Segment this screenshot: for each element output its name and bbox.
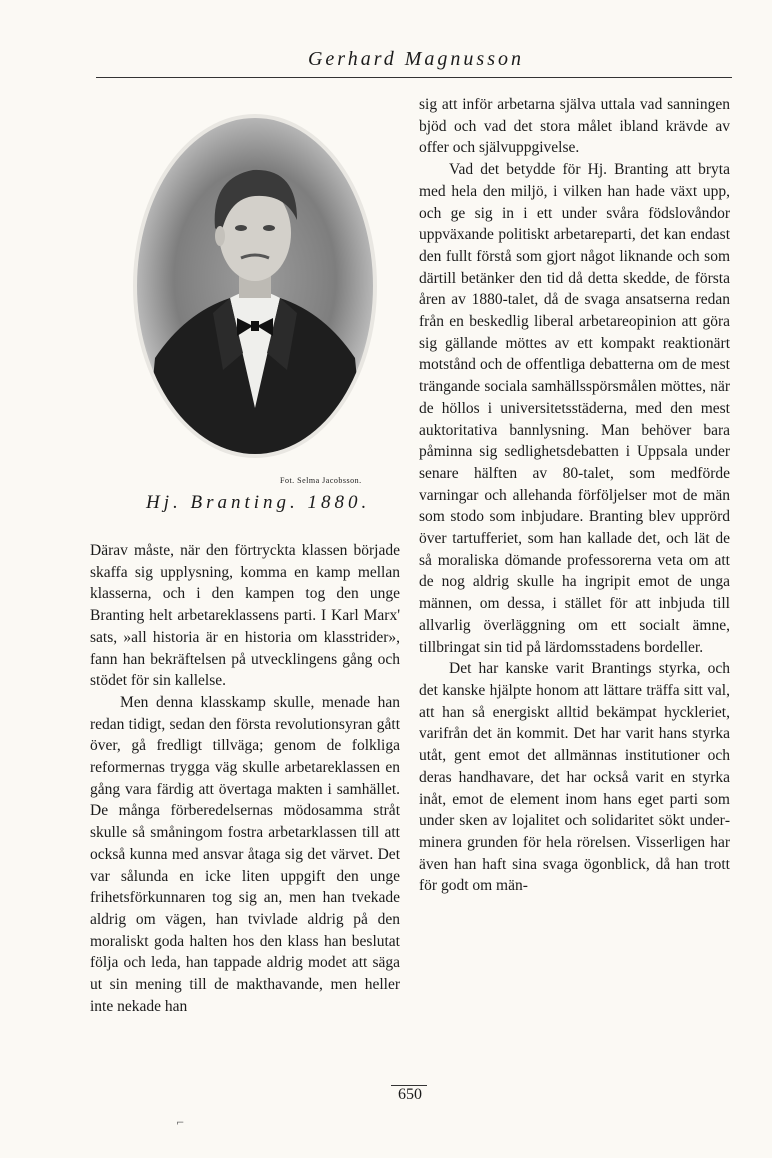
paragraph: Det har kanske varit Brantings styrka, och det kanske hjälpte honom att lättare träffa sitt val, att han så energiskt alltid bekämpat hyckleriet, varifrån det än kommit. Det har varit hans styrka utåt, gent emot det allmännas institutioner och deras handhavare, det har också varit en styrka inåt, emot de element inom hans eget parti som under sken av lojalitet och solidaritet sökt underminera grunden för hela rörelsen. Visserligen har även han haft sina svaga ögonblick, då han trott för godt om män-: [419, 660, 730, 895]
paragraph: Vad det betydde för Hj. Branting att bryta med hela den miljö, i vilken han hade växt upp, och ge sig in i ett under svåra födslovåndor uppväxande politiskt arbetareparti, det kan endast den fullt förstå som gjort något liknande och som därtill betänker den tid då detta skedde, de första åren av 1880-talet, då de svaga ansatserna redan från en beskedlig liberal arbetareopinion att göra sig gällande möttes av ett kompakt reaktionärt motstånd och de offentliga debatterna om de mest trängande sociala samhällsspörsmålen möttes, när de höllos i universitetsstäderna, med den mest auktoritativa bannlysning. Man behöver bara påminna sig sedlighetsdebatten i Uppsala under senare hälften av 80-talet, som medförde varningar och allehanda förföljelser mot de män som stodo som inbjudare. Branting blev upprörd över tartufferiet, som han kallade det, och lät de så moraliska dömande professorerna veta om att de nog aldrig skulle ha ingripit emot de unga männen, om dessa, i stället för att inbjuda till allvarlig överläggning om ett socialt ämne, tillbringat sin tid på lärdomsstadens bordeller.: [419, 161, 730, 656]
paragraph: Därav måste, när den förtryckta klassen började skaffa sig upplysning, komma en kamp mellan klasserna, och i den kampen tog den unge Branting helt arbetareklassens parti. I Karl Marx' sats, »all historia är en historia om klasstrider», fann han bekräftelsen på utvecklingens gång och stödet för sin kallelse.: [90, 542, 400, 690]
paper-speck: ⌐: [176, 1118, 185, 1129]
page-number: 650: [398, 1086, 422, 1103]
photo-credit: Fot. Selma Jacobsson.: [280, 476, 362, 485]
right-text-column: [419, 94, 730, 897]
paragraph: Men denna klasskamp skulle, menade han redan tidigt, sedan den första revolutionsyran gått över, gå fredligt tillväga; genom de folkliga reformernas trygga väg skulle arbetareklassen en gång vara färdig att övertaga makten i samhället. De många förberedelsernas mödosamma stråt skulle så småningom fostra arbetarklassen till att också kunna med ansvar åtaga sig det värvet. Det var sålunda en icke liten uppgift den unge frihetsförkunnaren tog sig an, men han tvekade aldrig om vägen, han tvivlade aldrig på den moraliskt goda halten hos den klass han beslutat följa och leda, han tappade aldrig modet att säga ut sin mening till de makthavande, men heller inte nekade han: [90, 693, 400, 1015]
portrait-photo: [125, 108, 385, 464]
header-rule: [96, 77, 732, 78]
paragraph: sig att inför arbetarna själva uttala vad sanningen bjöd och vad det stora målet ibland krävde av offer och självuppgivelse.: [419, 96, 730, 157]
figure-caption: Hj. Branting. 1880.: [146, 492, 371, 513]
portrait-image: [125, 108, 385, 464]
running-title: Gerhard Magnusson: [307, 48, 524, 70]
left-text-column: [90, 540, 400, 1017]
